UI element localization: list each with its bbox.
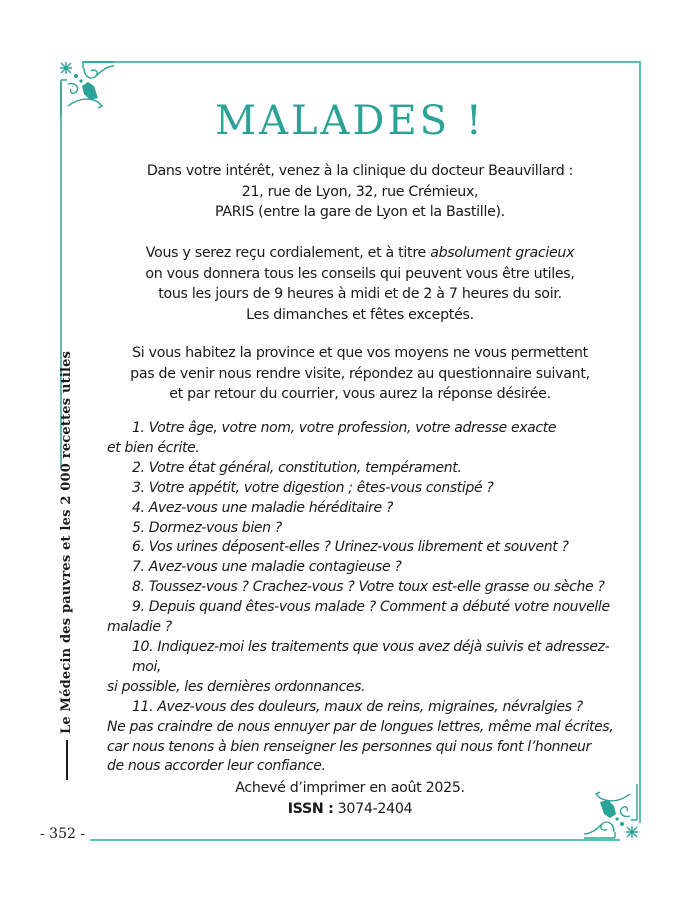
question-item: 10. Indiquez-moi les traitements que vous avez déjà suivis et adressez-moi, — [132, 638, 610, 675]
questionnaire-list — [107, 419, 627, 777]
frame-right-border — [639, 61, 641, 823]
question-continuation: maladie ? — [107, 619, 172, 636]
closing-line: car nous tenons à bien renseigner les personnes qui nous font l’honneur — [107, 738, 591, 755]
closing-line: de nous accorder leur confiance. — [107, 758, 326, 775]
question-item: 7. Avez-vous une maladie contagieuse ? — [132, 559, 402, 576]
intro-line: 21, rue de Lyon, 32, rue Crémieux, — [241, 183, 479, 200]
reception-line: on vous donnera tous les conseils qui peuvent vous être utiles, — [145, 265, 575, 282]
reception-line: Vous y serez reçu cordialement, et à titre absolument gracieux — [145, 245, 575, 261]
question-item: 5. Dormez-vous bien ? — [132, 519, 282, 536]
question-item: 9. Depuis quand êtes-vous malade ? Comment a débuté votre nouvelle — [132, 599, 610, 616]
colophon — [150, 778, 550, 819]
question-continuation: si possible, les dernières ordonnances. — [107, 678, 366, 695]
question-item: 2. Votre état général, constitution, tempérament. — [132, 459, 462, 476]
issn-label: ISSN : — [287, 800, 334, 817]
intro-line: Dans votre intérêt, venez à la clinique du docteur Beauvillard : — [146, 163, 574, 179]
reception-line: tous les jours de 9 heures à midi et de 2 à 7 heures du soir. — [158, 286, 562, 302]
province-line: et par retour du courrier, vous aurez la réponse désirée. — [169, 386, 551, 402]
page-title: MALADES ! — [215, 98, 485, 144]
question-item: 1. Votre âge, votre nom, votre profession, votre adresse exacte — [132, 420, 557, 436]
emphasis-text: absolument gracieux — [430, 245, 575, 261]
question-item: 3. Votre appétit, votre digestion ; êtes-vous constipé ? — [132, 479, 494, 496]
reception-line: Les dimanches et fêtes exceptés. — [246, 306, 474, 323]
corner-ornament-bottom-right-icon — [578, 780, 642, 844]
running-title-rule — [66, 740, 68, 780]
print-date: Achevé d’imprimer en août 2025. — [235, 780, 465, 796]
intro-paragraph — [100, 161, 620, 223]
running-title: Le Médecin des pauvres et les 2 000 recettes utiles — [59, 351, 74, 780]
question-continuation: et bien écrite. — [107, 439, 200, 456]
frame-bottom-border — [90, 839, 620, 841]
frame-top-border — [82, 61, 641, 63]
issn-line — [150, 799, 550, 820]
province-line: Si vous habitez la province et que vos moyens ne vous permettent — [132, 345, 588, 361]
question-item: 8. Toussez-vous ? Crachez-vous ? Votre toux est-elle grasse ou sèche ? — [132, 579, 605, 596]
question-item: 4. Avez-vous une maladie héréditaire ? — [132, 499, 394, 516]
question-item: 6. Vos urines déposent-elles ? Urinez-vous librement et souvent ? — [132, 539, 569, 556]
page-number: - 352 - — [40, 826, 86, 842]
intro-line: PARIS (entre la gare de Lyon et la Bastille). — [215, 204, 505, 220]
province-paragraph — [100, 343, 620, 405]
issn-value: 3074-2404 — [333, 800, 413, 817]
reception-paragraph — [100, 243, 620, 325]
province-line: pas de venir nous rendre visite, répondez au questionnaire suivant, — [130, 365, 590, 382]
question-item: 11. Avez-vous des douleurs, maux de reins, migraines, névralgies ? — [132, 698, 583, 715]
closing-line: Ne pas craindre de nous ennuyer par de longues lettres, même mal écrites, — [107, 718, 614, 735]
